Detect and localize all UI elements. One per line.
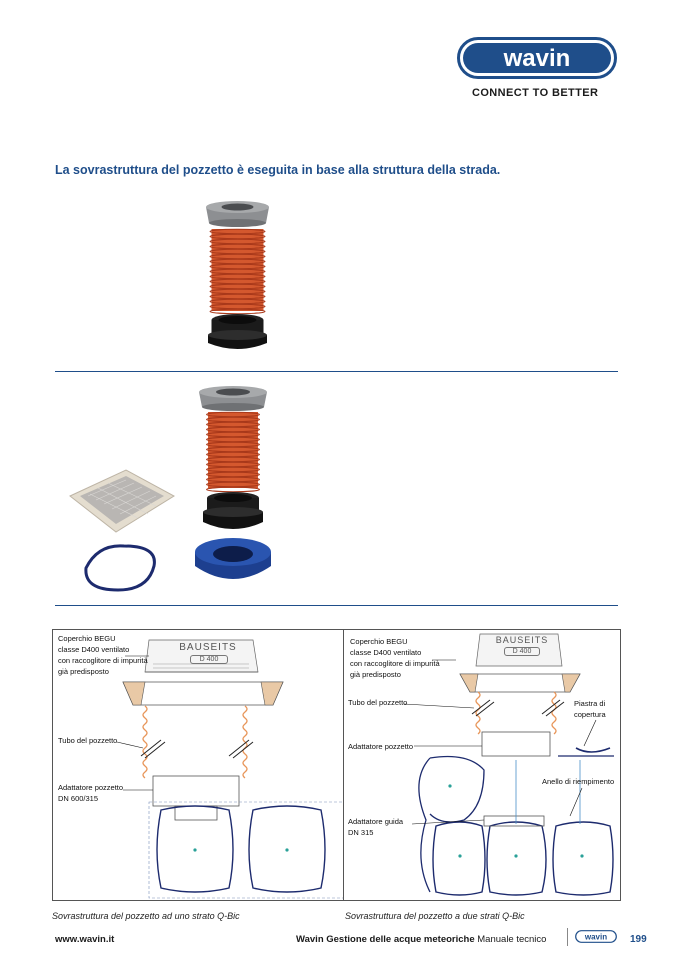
- label-adapter: Adattatore pozzetto DN 600/315: [58, 783, 124, 803]
- technical-drawing-single-layer: [52, 629, 360, 901]
- cover-plate-label: BAUSEITS: [495, 635, 549, 645]
- logo-text: wavin: [503, 45, 571, 72]
- label-ring: Anello di riempimento: [542, 777, 615, 786]
- footer-separator: [567, 928, 568, 946]
- footer-title: Wavin Gestione delle acque meteoriche Manuale tecnico: [296, 934, 547, 945]
- label-guide: Adattatore guida DN 315: [348, 817, 404, 837]
- page-number: 199: [630, 934, 647, 945]
- footer-url[interactable]: www.wavin.it: [55, 934, 115, 945]
- label-adapter: Adattatore pozzetto: [348, 742, 414, 751]
- tagline: CONNECT TO BETTER: [472, 87, 599, 99]
- shaft-components-image-2: [193, 380, 273, 590]
- section-divider: [55, 371, 618, 372]
- label-tube: Tubo del pozzetto: [58, 736, 118, 745]
- label-cover: Coperchio BEGU classe D400 ventilato con raccoglitore di impurità già predisposto: [58, 634, 148, 676]
- label-tube: Tubo del pozzetto: [348, 698, 408, 707]
- cover-plate-and-ring-image: [68, 466, 176, 596]
- technical-drawing-double-layer: [343, 629, 621, 901]
- footer-logo-text: wavin: [584, 932, 608, 942]
- cover-plate-label: BAUSEITS: [179, 642, 237, 653]
- label-plate: Piastra di copertura: [574, 699, 606, 719]
- section-divider: [55, 605, 618, 606]
- wavin-logo: [457, 37, 617, 79]
- label-cover: Coperchio BEGU classe D400 ventilato con raccoglitore di impurità già predisposto: [350, 637, 440, 679]
- caption-left: Sovrastruttura del pozzetto ad uno strato Q-Bic: [52, 911, 240, 921]
- cover-plate-rating: D 400: [190, 655, 228, 664]
- caption-right: Sovrastruttura del pozzetto a due strati Q-Bic: [345, 911, 525, 921]
- page-headline: La sovrastruttura del pozzetto è eseguita in base alla struttura della strada.: [55, 163, 501, 177]
- footer-wavin-logo: [575, 930, 617, 943]
- cover-plate-rating: D 400: [504, 647, 540, 656]
- shaft-components-image-1: [200, 195, 275, 357]
